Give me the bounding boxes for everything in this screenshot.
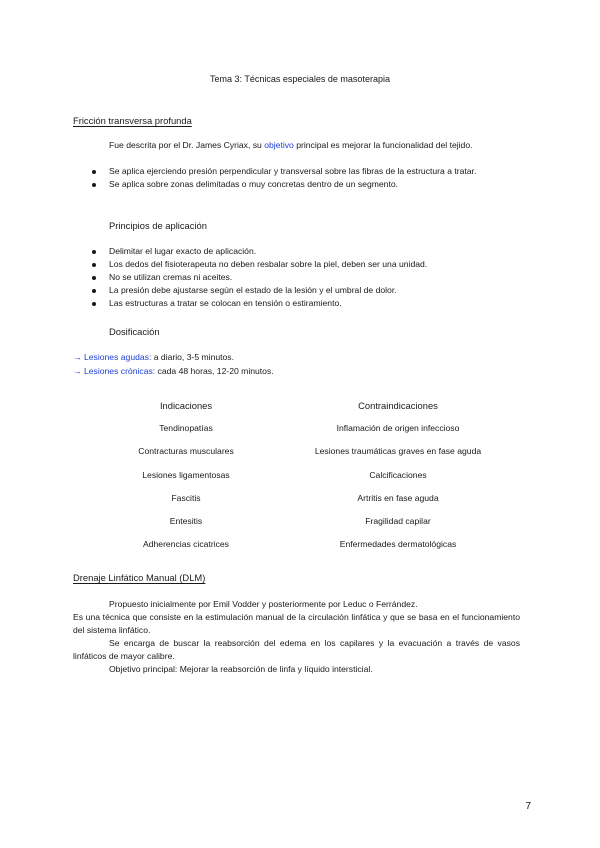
indication-item: Tendinopatías — [159, 423, 213, 433]
indication-item: Contracturas musculares — [138, 446, 234, 456]
contraindications-header: Contraindicaciones — [358, 400, 438, 411]
list-item: Los dedos del fisioterapeuta no deben resbalar sobre la piel, deben ser una unidad. — [91, 258, 520, 271]
indications-column — [96, 399, 276, 559]
dlm-paragraph-1: Propuesto inicialmente por Emil Vodder y posteriormente por Leduc o Ferrández. — [109, 599, 418, 609]
list-item: No se utilizan cremas ni aceites. — [91, 271, 520, 284]
list-item: Las estructuras a tratar se colocan en tensión o estiramiento. — [91, 297, 520, 310]
section-heading-dlm: Drenaje Linfático Manual (DLM) — [73, 572, 206, 583]
contraindication-item: Lesiones traumáticas graves en fase aguda — [314, 446, 482, 456]
list-item: La presión debe ajustarse según el estado de la lesión y el umbral de dolor. — [91, 284, 520, 297]
list-item: Se aplica ejerciendo presión perpendicular y transversal sobre las fibras de la estructura a tratar. — [91, 165, 520, 178]
contraindication-item: Enfermedades dermatológicas — [339, 539, 457, 549]
dosage-acute-text: a diario, 3-5 minutos. — [151, 352, 234, 362]
page-number: 7 — [525, 801, 531, 812]
dosage-chronic — [73, 365, 274, 378]
indication-item: Entesitis — [169, 516, 203, 526]
list-item: Delimitar el lugar exacto de aplicación. — [91, 245, 520, 258]
contraindications-column — [300, 399, 496, 559]
intro-text-start: Fue descrita por el Dr. James Cyriax, su — [109, 140, 265, 150]
arrow-right-icon: → — [73, 352, 82, 362]
principles-list — [91, 245, 520, 310]
dlm-paragraph-2: Es una técnica que consiste en la estimulación manual de la circulación linfática y que se basa en el funcionamiento del sistema linfático. — [73, 612, 520, 635]
indications-header: Indicaciones — [159, 400, 213, 411]
dosage-chronic-text: cada 48 horas, 12-20 minutos. — [155, 366, 274, 376]
dosage-acute-label: Lesiones agudas: — [83, 352, 152, 362]
indication-item: Lesiones ligamentosas — [142, 470, 230, 480]
dosage-heading: Dosificación — [109, 326, 160, 337]
arrow-right-icon: → — [73, 366, 82, 376]
contraindication-item: Inflamación de origen infeccioso — [336, 423, 460, 433]
contraindication-item: Artritis en fase aguda — [357, 493, 439, 503]
dlm-paragraph-4: Objetivo principal: Mejorar la reabsorción de linfa y líquido intersticial. — [109, 664, 373, 674]
dosage-chronic-label: Lesiones crónicas: — [83, 366, 156, 376]
contraindication-item: Fragilidad capilar — [365, 516, 431, 526]
intro-text-end: principal es mejorar la funcionalidad del tejido. — [293, 140, 473, 150]
dlm-paragraph-3: Se encarga de buscar la reabsorción del edema en los capilares y la evacuación a través de vasos linfáticos de mayor calibre. — [73, 638, 520, 661]
indication-item: Adherencias cicatrices — [143, 539, 229, 549]
indication-item: Fascitis — [171, 493, 201, 503]
dosage-acute — [73, 351, 234, 364]
list-item: Se aplica sobre zonas delimitadas o muy concretas dentro de un segmento. — [91, 178, 520, 191]
objective-link[interactable]: objetivo — [264, 140, 294, 150]
page-title: Tema 3: Técnicas especiales de masoterapia — [210, 74, 390, 84]
principles-heading: Principios de aplicación — [109, 220, 207, 231]
application-list — [91, 165, 520, 191]
intro-paragraph — [73, 139, 520, 152]
section-heading-friccion: Fricción transversa profunda — [73, 115, 192, 126]
contraindication-item: Calcificaciones — [369, 470, 427, 480]
